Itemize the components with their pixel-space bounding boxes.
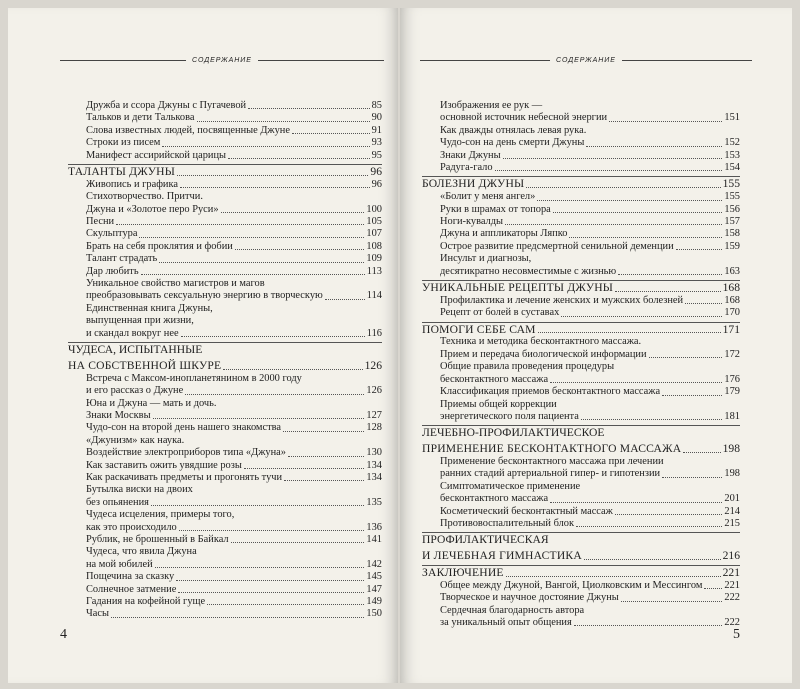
toc-page-number: 221 [724,579,740,591]
toc-page-number: 96 [370,165,382,179]
toc-page-number: 116 [366,327,382,339]
dot-leader [537,200,722,201]
toc-entry-title: Рецепт от болей в суставах [440,307,560,319]
toc-entry [422,374,740,386]
toc-entry-title: Изображения ее рук — [440,100,543,111]
toc-page-number: 151 [724,112,740,124]
toc-entry [422,617,740,629]
dot-leader [584,559,721,560]
toc-entry [68,509,382,521]
toc-entry-title: ПРОФИЛАКТИЧЕСКАЯ [422,533,549,547]
toc-entry-title: Профилактика и лечение женских и мужских болезней [440,294,684,306]
toc-entry-title: как это происходило [86,521,177,533]
dot-leader [244,468,365,469]
toc-page-number: 179 [724,386,740,398]
toc-page-number: 126 [366,385,382,397]
dot-leader [139,237,364,238]
toc-entry [68,191,382,203]
dot-leader [495,170,723,171]
toc-page-number: 176 [724,373,740,385]
header-title: СОДЕРЖАНИЕ [186,57,258,64]
toc-entry-title: и скандал вокруг нее [86,327,179,339]
toc-entry-title: Прием и передача биологической информации [440,348,647,360]
toc-entry [68,253,382,265]
toc-entry [68,112,382,124]
dot-leader [180,187,370,188]
toc-entry-title: Творческое и научное достояние Джуны [440,592,619,604]
dot-leader [181,336,365,337]
toc-entry [68,290,382,302]
toc-page-number: 91 [371,124,382,136]
toc-section-heading [68,359,382,373]
toc-page-number: 128 [366,422,382,434]
toc-entry-title: выпущенная при жизни, [86,315,194,327]
toc-entry-title: Джуна и аппликаторы Ляпко [440,228,568,240]
toc-entry [68,328,382,340]
toc-entry [422,399,740,411]
toc-entry [422,468,740,480]
dot-leader [621,601,723,602]
toc-entry-title: Слова известных людей, посвященные Джуне [86,124,290,136]
toc-page-number: 149 [366,596,382,608]
dot-leader [618,274,722,275]
toc-page-number: 113 [366,265,382,277]
toc-page-number: 159 [724,240,740,252]
toc-page-number: 172 [724,348,740,360]
toc-entry-title: Противовоспалительный блок [440,517,575,529]
toc-entry [68,435,382,447]
toc-page-number: 155 [724,191,740,203]
dot-leader [283,431,364,432]
dot-leader [292,133,370,134]
toc-entry [68,559,382,571]
toc-entry [422,137,740,149]
toc-entry-title: преобразовывать сексуальную энергию в творческую [86,290,323,302]
toc-entry [68,137,382,149]
toc-entry [68,497,382,509]
toc-entry-title: ЗАКЛЮЧЕНИЕ [422,565,504,579]
dot-leader [207,604,364,605]
dot-leader [676,249,723,250]
toc-section-heading [422,549,740,563]
dot-leader [586,146,722,147]
toc-entry-title: Острое развитие предсмертной сенильной деменции [440,240,674,252]
toc-entry-title: Сердечная благодарность автора [440,604,585,616]
dot-leader [153,418,365,419]
toc-entry-title: и его рассказ о Джуне [86,385,184,397]
toc-entry [68,534,382,546]
dot-leader [550,502,722,503]
toc-section-heading [422,565,740,580]
toc-entry [422,162,740,174]
toc-entry-title: ПОМОГИ СЕБЕ САМ [422,322,536,336]
toc-entry-title: Знаки Москвы [86,409,151,421]
dot-leader [221,212,365,213]
toc-section-heading [422,442,740,456]
toc-page-number: 147 [366,583,382,595]
dot-leader [662,477,722,478]
dot-leader [685,303,722,304]
toc-entry [68,546,382,558]
toc-entry [68,228,382,240]
toc-entry [68,216,382,228]
toc-page-number: 156 [724,203,740,215]
toc-entry [68,100,382,112]
dot-leader [550,382,722,383]
toc-entry-title: Часы [86,608,109,620]
toc-entry-title: Юна и Джуна — мать и дочь. [86,397,217,409]
toc-page-number: 85 [371,100,382,111]
dot-leader [223,369,362,370]
toc-entry-title: ТАЛАНТЫ ДЖУНЫ [68,165,175,179]
toc-entry [422,456,740,468]
toc-entry-title: Талант страдать [86,253,158,265]
toc-entry [68,447,382,459]
toc-entry-title: Знаки Джуны [440,149,501,161]
dot-leader [111,617,364,618]
toc-entry-title: на мой юбилей [86,558,153,570]
toc-entry-title: энергетического поля пациента [440,410,579,422]
toc-entry-title: бесконтактного массажа [440,373,549,385]
toc-entry [422,100,740,112]
toc-entry [68,179,382,191]
toc-entry [68,385,382,397]
toc-entry-title: Тальков и дети Талькова [86,112,195,124]
dot-leader [576,526,722,527]
toc-page-number: 141 [366,533,382,545]
toc-entry-title: Дар любить [86,265,139,277]
toc-page-number: 90 [371,112,382,124]
dot-leader [248,108,369,109]
toc-entry [68,125,382,137]
dot-leader [538,332,721,333]
toc-entry-title: Воздействие электроприборов типа «Джуна» [86,447,286,459]
toc-entry-title: БОЛЕЗНИ ДЖУНЫ [422,177,525,191]
toc-page-number: 100 [366,203,382,215]
toc-entry [422,336,740,348]
toc-page-number: 93 [371,137,382,149]
toc-entry-title: Джуна и «Золотое перо Руси» [86,203,219,215]
toc-entry [422,411,740,423]
toc-entry-title: Брать на себя проклятия и фобии [86,240,233,252]
dot-leader [704,588,722,589]
toc-entry-title: Живопись и графика [86,178,178,190]
toc-entry-title: Косметический бесконтактный массаж [440,505,613,517]
toc-entry-title: НА СОБСТВЕННОЙ ШКУРЕ [68,358,222,372]
toc-entry [68,204,382,216]
toc-entry [68,373,382,385]
toc-entry-title: Строки из писем [86,137,161,149]
toc-entry-title: Чудо-сон на второй день нашего знакомства [86,422,282,434]
toc-entry-title: Приемы общей коррекции [440,398,557,410]
dot-leader [325,299,365,300]
toc-entry [68,422,382,434]
toc-entry-title: Чудеса, что явила Джуна [86,546,197,558]
toc-entry [422,112,740,124]
toc-page-number: 126 [364,358,382,372]
toc-entry [422,592,740,604]
dot-leader [155,567,365,568]
toc-page-number: 222 [724,592,740,604]
toc-entry-title: Чудо-сон на день смерти Джуны [440,137,585,149]
toc-entry [422,361,740,373]
right-page [400,8,792,683]
toc-page-number: 109 [366,253,382,265]
toc-entry-title: Радуга-гало [440,162,493,174]
toc-entry-title: Дружба и ссора Джуны с Пугачевой [86,100,247,111]
toc-page-number: 222 [724,616,740,628]
toc-entry-title: бесконтактного массажа [440,493,549,505]
toc-entry [422,518,740,530]
toc-page-number: 153 [724,149,740,161]
toc-page-number: 168 [722,281,740,295]
toc-entry [422,481,740,493]
dot-leader [162,146,369,147]
toc-page-number: 221 [722,565,740,579]
toc-entry-title: Песни [86,216,115,228]
toc-page-number: 155 [722,177,740,191]
toc-entry-title: Общее между Джуной, Вангой, Циолковским и Мессингом [440,579,703,591]
toc-entry [422,349,740,361]
toc-entry-title: Солнечное затмение [86,583,177,595]
toc-entry-title: Классификация приемов бесконтактного массажа [440,386,661,398]
toc-entry-title: Как заставить ожить увядшие розы [86,459,242,471]
toc-page-number: 150 [366,608,382,620]
toc-entry [68,266,382,278]
toc-entry [68,571,382,583]
toc-page-number: 96 [371,178,382,190]
toc-page-number: 170 [724,307,740,319]
header-title: СОДЕРЖАНИЕ [550,57,622,64]
toc-page-number: 134 [366,459,382,471]
toc-entry-title: Техника и методика бесконтактного массажа. [440,336,642,348]
toc-page-number: 108 [366,240,382,252]
toc-entry-title: Встреча с Максом-инопланетянином в 2000 году [86,372,302,384]
toc-entry [422,493,740,505]
toc-entry [422,228,740,240]
toc-page-number: 181 [724,410,740,422]
toc-entry [422,216,740,228]
dot-leader [185,394,364,395]
dot-leader [151,505,364,506]
toc-entry [422,150,740,162]
toc-entry-title: Как дважды отнялась левая рука. [440,124,587,136]
toc-page-number: 154 [724,162,740,174]
dot-leader [649,357,723,358]
dot-leader [683,452,720,453]
left-page [8,8,398,683]
toc-entry [68,278,382,290]
toc-entry-title: Пощечина за сказку [86,571,175,583]
toc-entry-title: Рублик, не брошенный в Байкал [86,533,229,545]
toc-entry-title: «Джунизм» как наука. [86,434,185,446]
toc-entry-title: десятикратно несовместимые с жизнью [440,265,617,277]
toc-page-number: 105 [366,216,382,228]
toc-entry [68,608,382,620]
toc-section-heading [68,342,382,357]
dot-leader [178,592,364,593]
dot-leader [197,121,370,122]
toc-entry-title: ранних стадий артериальной гипер- и гипотензии [440,468,661,480]
toc-entry [68,596,382,608]
toc-entry-title: без опьянения [86,496,149,508]
toc-entry-title: Симптоматическое применение [440,480,581,492]
toc-entry [422,204,740,216]
dot-leader [228,158,370,159]
toc-entry [422,266,740,278]
toc-page-number: 130 [366,447,382,459]
toc-page-number: 134 [366,471,382,483]
toc-page-number: 152 [724,137,740,149]
toc-entry [68,410,382,422]
toc-page-number: 95 [371,149,382,161]
toc-page-number: 142 [366,558,382,570]
toc-section-heading [68,164,382,179]
toc-page-number: 145 [366,571,382,583]
running-header [420,46,752,64]
toc-page-number: 168 [724,294,740,306]
dot-leader [569,237,722,238]
toc-entry [422,580,740,592]
toc-section-heading [422,322,740,337]
toc-entry-title: Единственная книга Джуны, [86,302,213,314]
dot-leader [288,456,364,457]
toc-list [422,100,740,629]
toc-entry-title: Как раскачивать предметы и прогонять тучи [86,471,283,483]
toc-section-heading [422,425,740,440]
toc-entry [68,460,382,472]
toc-page-number: 216 [722,549,740,563]
toc-entry-title: Ноги-кувалды [440,216,504,228]
toc-page-number: 201 [724,493,740,505]
toc-list [68,100,382,621]
dot-leader [506,576,721,577]
toc-entry [68,303,382,315]
dot-leader [561,316,722,317]
toc-entry-title: Применение бесконтактного массажа при лечении [440,455,664,467]
dot-leader [503,158,723,159]
toc-entry [68,584,382,596]
toc-entry-title: Общие правила проведения процедуры [440,361,615,373]
toc-entry-title: Чудеса исцеления, примеры того, [86,509,235,521]
toc-entry-title: основной источник небесной энергии [440,112,608,124]
dot-leader [176,580,364,581]
dot-leader [574,625,723,626]
toc-entry-title: УНИКАЛЬНЫЕ РЕЦЕПТЫ ДЖУНЫ [422,281,614,295]
toc-page-number: 198 [724,468,740,480]
dot-leader [284,480,364,481]
toc-entry-title: ЛЕЧЕБНО-ПРОФИЛАКТИЧЕСКОЕ [422,426,605,440]
toc-entry [422,307,740,319]
toc-entry-title: Скульптура [86,228,138,240]
dot-leader [526,187,720,188]
toc-page-number: 135 [366,496,382,508]
toc-entry-title: Манифест ассирийской царицы [86,149,226,161]
page-number: 5 [733,627,740,642]
toc-section-heading [422,280,740,295]
dot-leader [177,175,368,176]
toc-page-number: 163 [724,265,740,277]
dot-leader [581,419,723,420]
toc-entry [422,386,740,398]
toc-entry [422,191,740,203]
toc-entry-title: «Болит у меня ангел» [440,191,536,203]
toc-entry-title: Бутылка виски на двоих [86,484,193,496]
toc-entry [422,253,740,265]
toc-page-number: 198 [722,442,740,456]
page-number: 4 [60,627,67,642]
dot-leader [615,291,720,292]
toc-section-heading [422,532,740,547]
toc-entry [68,398,382,410]
toc-entry-title: ЧУДЕСА, ИСПЫТАННЫЕ [68,343,203,357]
toc-page-number: 171 [722,322,740,336]
dot-leader [505,224,722,225]
dot-leader [662,395,722,396]
dot-leader [615,514,723,515]
dot-leader [235,249,365,250]
toc-entry [68,472,382,484]
dot-leader [159,262,364,263]
toc-entry [422,241,740,253]
toc-entry [68,484,382,496]
dot-leader [609,121,722,122]
toc-page-number: 214 [724,505,740,517]
toc-entry [422,605,740,617]
toc-page-number: 157 [724,216,740,228]
toc-entry-title: ПРИМЕНЕНИЕ БЕСКОНТАКТНОГО МАССАЖА [422,442,682,456]
toc-page-number: 215 [724,517,740,529]
toc-entry [422,125,740,137]
toc-entry [68,241,382,253]
dot-leader [116,224,364,225]
dot-leader [553,212,723,213]
toc-entry-title: Гадания на кофейной гуще [86,596,206,608]
toc-entry [422,295,740,307]
running-header [60,46,384,64]
toc-page-number: 136 [366,521,382,533]
toc-entry [422,506,740,518]
toc-entry [68,522,382,534]
toc-page-number: 158 [724,228,740,240]
toc-entry-title: Стихотворчество. Притчи. [86,191,203,203]
toc-entry-title: Уникальное свойство магистров и магов [86,278,265,290]
toc-page-number: 127 [366,409,382,421]
toc-entry [68,150,382,162]
toc-section-heading [422,176,740,191]
toc-entry [68,315,382,327]
toc-entry-title: за уникальный опыт общения [440,616,572,628]
toc-entry-title: И ЛЕЧЕБНАЯ ГИМНАСТИКА [422,549,582,563]
dot-leader [179,530,365,531]
toc-entry-title: Руки в шрамах от топора [440,203,551,215]
dot-leader [141,274,365,275]
dot-leader [231,542,365,543]
toc-entry-title: Инсульт и диагнозы, [440,253,532,265]
toc-page-number: 114 [366,290,382,302]
toc-page-number: 107 [366,228,382,240]
